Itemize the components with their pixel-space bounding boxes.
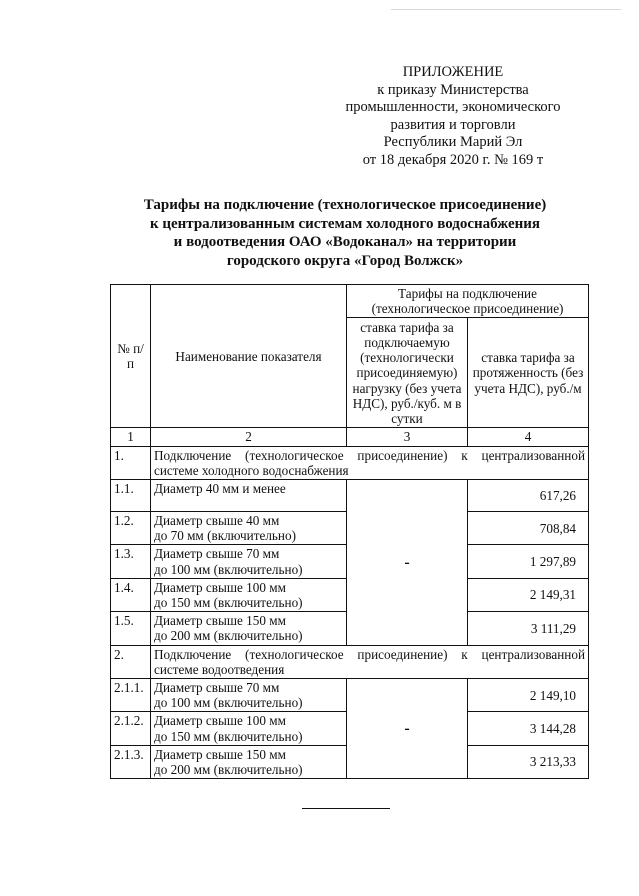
- title-line: Тарифы на подключение (технологическое присоединение): [143, 197, 547, 213]
- appendix-order-date: от 18 декабря 2020 г. № 169 т: [362, 151, 544, 168]
- header-tariff-group: Тарифы на подключение (технологическое присоединение): [347, 285, 589, 318]
- row-name: Диаметр свыше 150 мм до 200 мм (включительно): [151, 745, 347, 778]
- row-num: 2.1.1.: [111, 679, 151, 712]
- row-num: 1.2.: [111, 512, 151, 545]
- appendix-line: развития и торговли: [390, 116, 516, 133]
- appendix-line: к приказу Министерства: [377, 81, 529, 98]
- scan-edge-line: [391, 9, 621, 10]
- header-load-rate: ставка тарифа за подключаемую (технологически присоединяемую) нагрузку (без учета НДС), руб./куб. м в сутки: [347, 318, 468, 428]
- title-line: городского округа «Город Волжск»: [226, 252, 464, 269]
- length-rate-value: 617,26: [468, 480, 589, 512]
- header-length-rate: ставка тарифа за протяженность (без учета НДС), руб./м: [468, 318, 589, 428]
- title-line: и водоотведения ОАО «Водоканал» на территории: [173, 234, 517, 250]
- length-rate-value: 3 144,28: [468, 712, 589, 745]
- row-name: Диаметр свыше 70 мм до 100 мм (включительно): [151, 545, 347, 578]
- appendix-line: Республики Марий Эл: [383, 134, 523, 150]
- row-name: Диаметр свыше 70 мм до 100 мм (включительно): [151, 679, 347, 712]
- document-title: [110, 196, 580, 270]
- row-name: Диаметр 40 мм и менее: [151, 480, 347, 512]
- row-name: Диаметр свыше 40 мм до 70 мм (включительно): [151, 512, 347, 545]
- column-number: 1: [111, 428, 151, 446]
- row-num: 2.1.3.: [111, 745, 151, 778]
- appendix-heading: ПРИЛОЖЕНИЕ: [402, 64, 504, 80]
- row-name: Диаметр свыше 100 мм до 150 мм (включительно): [151, 578, 347, 611]
- row-num: 1.4.: [111, 578, 151, 611]
- length-rate-value: 2 149,10: [468, 679, 589, 712]
- column-number: 4: [468, 428, 589, 446]
- title-line: к централизованным системам холодного водоснабжения: [149, 215, 541, 232]
- section-title: Подключение (технологическое присоединение) к централизованной системе водоотведения: [151, 645, 589, 678]
- length-rate-value: 3 213,33: [468, 745, 589, 778]
- column-number: 2: [151, 428, 347, 446]
- section-num: 1.: [111, 446, 151, 479]
- closing-rule: [302, 808, 390, 809]
- length-rate-value: 2 149,31: [468, 578, 589, 611]
- column-number: 3: [347, 428, 468, 446]
- header-name: Наименование показателя: [151, 285, 347, 428]
- header-num: № п/п: [111, 285, 151, 428]
- length-rate-value: 1 297,89: [468, 545, 589, 578]
- load-rate-value: -: [347, 480, 468, 646]
- table-row: [111, 480, 589, 512]
- table-row: [111, 679, 589, 712]
- row-name: Диаметр свыше 150 мм до 200 мм (включительно): [151, 612, 347, 645]
- tariff-table: [110, 284, 589, 779]
- section-num: 2.: [111, 645, 151, 678]
- row-num: 2.1.2.: [111, 712, 151, 745]
- row-num: 1.3.: [111, 545, 151, 578]
- row-name: Диаметр свыше 100 мм до 150 мм (включительно): [151, 712, 347, 745]
- row-num: 1.5.: [111, 612, 151, 645]
- appendix-line: промышленности, экономического: [345, 99, 561, 115]
- load-rate-value: -: [347, 679, 468, 779]
- length-rate-value: 708,84: [468, 512, 589, 545]
- section-title: Подключение (технологическое присоединение) к централизованной системе холодного водоснабжения: [151, 446, 589, 479]
- length-rate-value: 3 111,29: [468, 612, 589, 645]
- row-num: 1.1.: [111, 480, 151, 512]
- appendix-block: [318, 64, 588, 169]
